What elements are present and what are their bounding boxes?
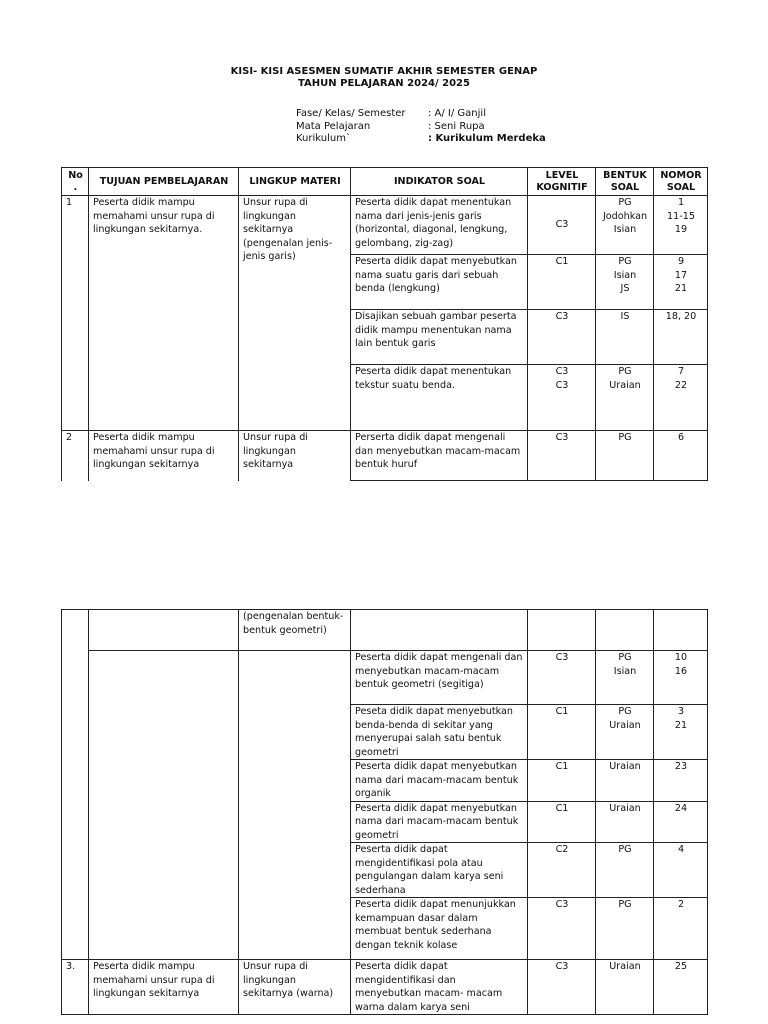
- document-subtitle: TAHUN PELAJARAN 2024/ 2025: [298, 78, 470, 89]
- row-nomor: 18, 20: [654, 310, 708, 365]
- row-tujuan: Peserta didik mampu memahami unsur rupa di lingkungan sekitarnya: [89, 431, 239, 481]
- row-nomor: 3 21: [654, 705, 708, 760]
- col-header-lingkup: LINGKUP MATERI: [239, 168, 351, 196]
- row-nomor: 9 17 21: [654, 255, 708, 310]
- meta-label-mapel: Mata Pelajaran: [296, 120, 371, 132]
- row-indikator: Peserta didik dapat mengenali dan menyebutkan macam-macam bentuk geometri (segitiga): [351, 651, 528, 705]
- row-level: C3 C3: [528, 365, 596, 398]
- row-lingkup: [239, 651, 351, 960]
- row-indikator: Peserta didik dapat menentukan tekstur suatu benda.: [351, 365, 528, 398]
- spacer-cell: [528, 398, 596, 431]
- col-header-no: No .: [62, 168, 89, 196]
- row-lingkup: Unsur rupa di lingkungan sekitarnya: [239, 431, 351, 481]
- kisi-kisi-table-page-2: [61, 609, 708, 1015]
- row-indikator: Peserta didik dapat menyebutkan nama suatu garis dari sebuah benda (lengkung): [351, 255, 528, 310]
- row-no: [62, 610, 89, 960]
- row-indikator: Peserta didik dapat menyebutkan nama dari macam-macam bentuk organik: [351, 760, 528, 802]
- row-indikator: Perserta didik dapat mengenali dan menyebutkan macam-macam bentuk huruf: [351, 431, 528, 481]
- row-bentuk: PG: [596, 431, 654, 481]
- row-nomor: 25: [654, 960, 708, 1015]
- row-nomor: 24: [654, 801, 708, 843]
- row-level: C1: [528, 255, 596, 310]
- row-bentuk: IS: [596, 310, 654, 365]
- spacer-cell: [654, 398, 708, 431]
- row-nomor: 6: [654, 431, 708, 481]
- row-bentuk: PG Uraian: [596, 365, 654, 398]
- row-level: C1: [528, 760, 596, 802]
- row-nomor: 4: [654, 843, 708, 898]
- row-bentuk: PG Uraian: [596, 705, 654, 760]
- col-header-tujuan: TUJUAN PEMBELAJARAN: [89, 168, 239, 196]
- row-bentuk: PG: [596, 898, 654, 960]
- row-nomor: 10 16: [654, 651, 708, 705]
- row-no: 1: [62, 196, 89, 431]
- row-nomor: 1 11-15 19: [654, 196, 708, 255]
- col-header-bentuk: BENTUK SOAL: [596, 168, 654, 196]
- spacer-cell: [351, 398, 528, 431]
- row-no: 3.: [62, 960, 89, 1015]
- row-indikator: Peserta didik dapat mengidentifikasi pola atau pengulangan dalam karya seni sederhana: [351, 843, 528, 898]
- row-indikator: [351, 610, 528, 651]
- row-lingkup: (pengenalan bentuk-bentuk geometri): [239, 610, 351, 651]
- col-header-level: LEVEL KOGNITIF: [528, 168, 596, 196]
- row-nomor: 23: [654, 760, 708, 802]
- meta-value-mapel: : Seni Rupa: [428, 120, 485, 132]
- row-no: 2: [62, 431, 89, 481]
- document-title: KISI- KISI ASESMEN SUMATIF AKHIR SEMESTER GENAP: [230, 66, 538, 77]
- row-indikator: Peserta didik dapat mengidentifikasi dan menyebutkan macam- macam warna dalam karya seni: [351, 960, 528, 1015]
- table-row: [62, 960, 708, 1015]
- row-bentuk: PG Jodohkan Isian: [596, 196, 654, 255]
- col-header-nomor: NOMOR SOAL: [654, 168, 708, 196]
- row-level: C1: [528, 801, 596, 843]
- row-level: C2: [528, 843, 596, 898]
- row-indikator: Peserta didik dapat menunjukkan kemampuan dasar dalam membuat bentuk sederhana dengan teknik kolase: [351, 898, 528, 960]
- meta-label-fase: Fase/ Kelas/ Semester: [296, 108, 406, 119]
- row-level: C3: [528, 960, 596, 1015]
- row-level: C3: [528, 651, 596, 705]
- row-level: [528, 610, 596, 651]
- row-bentuk: Uraian: [596, 801, 654, 843]
- meta-label-kurikulum: Kurikulum`: [296, 133, 351, 144]
- kisi-kisi-table-page-1: [61, 167, 708, 481]
- meta-value-kurikulum: : Kurikulum Merdeka: [428, 133, 546, 144]
- row-nomor: [654, 610, 708, 651]
- row-bentuk: Uraian: [596, 760, 654, 802]
- row-indikator: Disajikan sebuah gambar peserta didik mampu menentukan nama lain bentuk garis: [351, 310, 528, 365]
- row-indikator: Peserta didik dapat menentukan nama dari jenis-jenis garis (horizontal, diagonal, lengkung, gelombang, zig-zag): [351, 196, 528, 255]
- row-indikator: Peserta didik dapat menyebutkan nama dari macam-macam bentuk geometri: [351, 801, 528, 843]
- meta-block: [296, 108, 596, 148]
- row-nomor: 7 22: [654, 365, 708, 398]
- meta-value-fase: : A/ I/ Ganjil: [428, 108, 486, 119]
- row-lingkup: Unsur rupa di lingkungan sekitarnya (pengenalan jenis-jenis garis): [239, 196, 351, 431]
- row-level: C3: [528, 898, 596, 960]
- row-level: C3: [528, 310, 596, 365]
- row-indikator: Peseta didik dapat menyebutkan benda-benda di sekitar yang menyerupai salah satu bentuk geometri: [351, 705, 528, 760]
- table-row: [62, 431, 708, 481]
- row-level: C3: [528, 196, 596, 255]
- row-tujuan: [89, 651, 239, 960]
- row-level: C3: [528, 431, 596, 481]
- table-row: [62, 196, 708, 255]
- row-bentuk: PG Isian JS: [596, 255, 654, 310]
- row-lingkup: Unsur rupa di lingkungan sekitarnya (warna): [239, 960, 351, 1015]
- row-nomor: 2: [654, 898, 708, 960]
- row-bentuk: PG Isian: [596, 651, 654, 705]
- spacer-cell: [596, 398, 654, 431]
- row-level: C1: [528, 705, 596, 760]
- row-tujuan: Peserta didik mampu memahami unsur rupa di lingkungan sekitarnya.: [89, 196, 239, 431]
- table-row: [62, 651, 708, 705]
- row-bentuk: PG: [596, 843, 654, 898]
- table-row: [62, 610, 708, 651]
- row-bentuk: Uraian: [596, 960, 654, 1015]
- table-header-row: [62, 168, 708, 196]
- row-tujuan: Peserta didik mampu memahami unsur rupa di lingkungan sekitarnya: [89, 960, 239, 1015]
- col-header-indikator: INDIKATOR SOAL: [351, 168, 528, 196]
- row-bentuk: [596, 610, 654, 651]
- row-tujuan: [89, 610, 239, 651]
